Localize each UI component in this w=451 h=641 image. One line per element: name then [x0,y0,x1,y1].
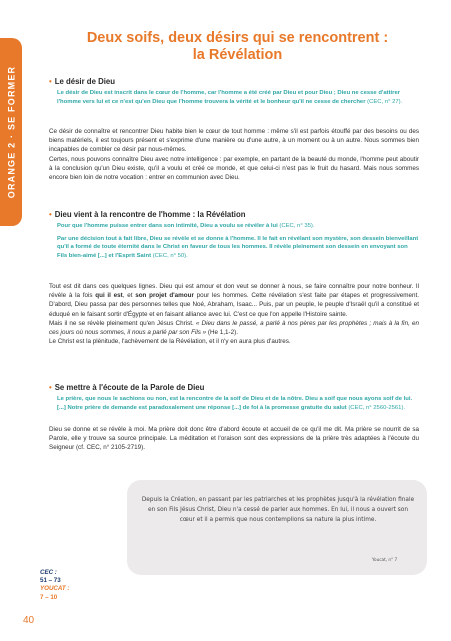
quote-listening: Le prière, que nous le sachions ou non, est la rencontre de la soif de Dieu et de la nôtre. Dieu a soif que nous ayons soif de lui. [...] Notre prière de demande est paradoxalement une réponse [...] de foi à la promesse gratuite du salut (CEC, n° 2560-2561). [57,396,413,411]
bullet-icon: • [49,77,52,86]
title-line-1: Deux soifs, deux désirs qui se rencontrent : [86,30,389,46]
quote-desire: Le désir de Dieu est inscrit dans le cœur de l'homme, car l'homme a été créé par Dieu et pour Dieu ; Dieu ne cesse d'attirer l'homme vers lui et ce n'est qu'en Dieu que l'homme trouvera la vérité et le bonheur qu'il ne cesse de chercher (CEC, n° 27). [57,90,403,105]
bullet-icon: • [49,383,52,392]
side-label: ORANGE 2 · SE FORMER [6,65,17,199]
paragraph-2: Certes, nous pouvons connaître Dieu avec notre intelligence : par exemple, en partant de la beauté du monde, l'homme peut aboutir à la conclusion qu'un Dieu existe, qu'il a voulu et créé ce monde, et que celui-ci n'est pas le fruit du hasard. Mais nous sommes encore bien loin de notre vocation : entrer en communion avec Dieu. [49,155,419,182]
section-heading-revelation: • Dieu vient à la rencontre de l'homme : la Révélation [49,210,246,219]
section-revelation [49,210,419,264]
youcat-quote: Depuis la Création, en passant par les patriarches et les prophètes jusqu'à la révélation finale en son Fils Jésus Christ, Dieu n'a cessé de parler aux hommes. En lui, il nous a ouvert son cœur et il a permis que nous contemplions sa nature la plus intime. [141,497,415,523]
section-heading-desire: • Le désir de Dieu [49,77,115,86]
section-desire [49,77,419,110]
youcat-label: YOUCAT : [40,585,70,593]
page-title [40,30,435,64]
quote-revelation-2: Par une décision tout à fait libre, Dieu se révèle et se donne à l'homme. Il le fait en révélant son mystère, son dessein bienveillant qu'il a formé de toute éternité dans le Christ en faveur de tous les hommes. Il révèle pleinement son dessein en envoyant son Fils bien-aimé [...] et l'Esprit Saint (CEC, n° 50). [57,235,419,259]
cec-value: 51 – 73 [40,577,61,585]
paragraph-5: Le Christ est la plénitude, l'achèvement de la Révélation, et il n'y en aura plus d'autres. [49,338,291,346]
youcat-value: 7 – 10 [40,593,58,601]
paragraph-3: Tout est dit dans ces quelques lignes. Dieu qui est amour et don veut se donner à nous, se faire connaître pour notre bonheur. Il révèle à la fois qui il est, et son projet d'amour pour les hommes. Cette révélation s'est faite par étapes et progressivement. D'abord, Dieu passa par des personnes telles que Noé, Abraham, Isaac... Puis, par un peuple, le peuple d'Israël qu'il a constitué et éduqué en le faisant sortir d'Égypte et en faisant alliance avec lui. C'est ce que l'on appelle l'Histoire sainte. [49,283,420,318]
side-label-container [0,38,22,226]
cec-label: CEC : [40,569,57,576]
youcat-ref: Youcat, n° 7 [372,557,398,562]
body-desire [49,127,419,182]
paragraph-4: Mais il ne se révèle pleinement qu'en Jésus Christ. « Dieu dans le passé, a parlé à nos pères par les prophètes ; mais à la fin, en ces jours où nous sommes, il nous a parlé par son Fils » (He 1,1-2). [49,319,419,337]
paragraph-1: Ce désir de connaître et rencontrer Dieu habite bien le cœur de tout homme : même s'il est parfois étouffé par des besoins ou des biens matériels, il est toujours présent et s'exprime d'une manière ou d'une autre, à un moment ou à un autre. Nous sommes bien incapables de combler ce désir par nous-mêmes. [49,128,419,154]
section-heading-listening: • Se mettre à l'écoute de la Parole de Dieu [49,383,205,392]
quote-revelation-1: Pour que l'homme puisse entrer dans son intimité, Dieu a voulu se révéler à lui (CEC, n° 35). [57,223,315,229]
page-number: 40 [23,615,35,626]
title-line-2: la Révélation [192,47,283,63]
body-revelation [49,282,419,346]
body-listening [49,425,419,453]
bullet-icon: • [49,210,52,219]
paragraph-6: Dieu se donne et se révèle à moi. Ma prière doit donc être d'abord écoute et accueil de ce qu'il me dit. Ma prière se nourrit de sa Parole, elle y trouve sa source principale. La méditation et l'oraison sont des expressions de la prière très adaptées à l'écoute du Seigneur (cf. CEC, n° 2105-2719). [49,426,419,452]
references [40,569,69,602]
section-listening [49,383,419,416]
